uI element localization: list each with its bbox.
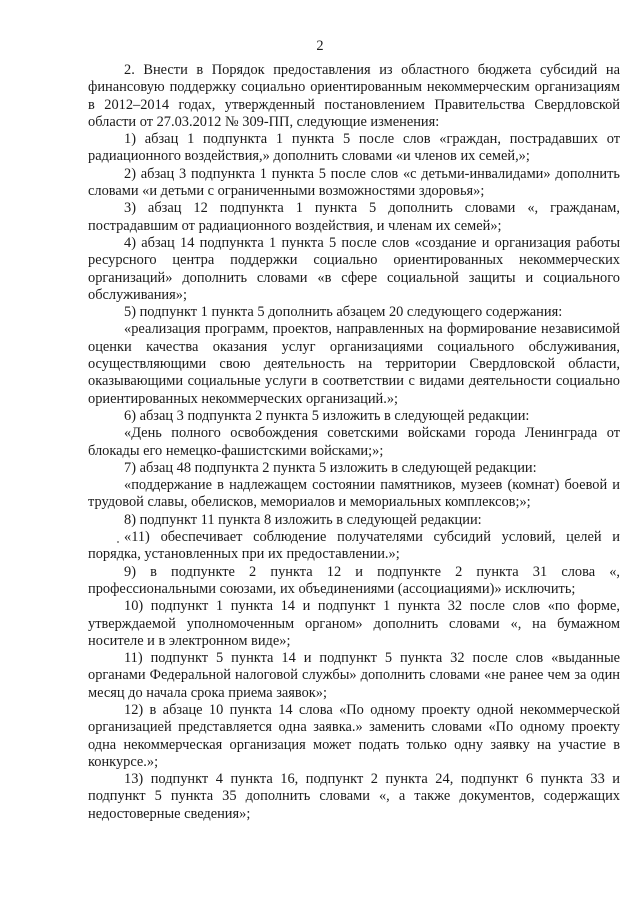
amendment-9: 9) в подпункте 2 пункта 12 и подпункте 2 пункта 31 слова «, профессиональными союзами, их объединениями (ассоциациями)» исключить;	[88, 563, 620, 597]
amendment-6-quote: «День полного освобождения советскими войсками города Ленинграда от блокады его немецко-фашистскими войсками;»;	[88, 425, 620, 459]
amendment-8-quote: «11) обеспечивает соблюдение получателями субсидий условий, целей и порядка, установленных при их предоставлении.»;	[88, 529, 620, 563]
amendment-12: 12) в абзаце 10 пункта 14 слова «По одному проекту одной некоммерческой организацией представляется одна заявка.» заменить словами «По одному проекту одна некоммерческая организация может подать только одну заявку на участие в конкурсе.»;	[88, 701, 620, 770]
amendment-11: 11) подпункт 5 пункта 14 и подпункт 5 пункта 32 после слов «выданные органами Федеральной налоговой службы» дополнить словами «не ранее чем за один месяц до начала срока приема заявок»;	[88, 650, 620, 701]
document-body	[88, 62, 620, 823]
amendment-5-quote: «реализация программ, проектов, направленных на формирование независимой оценки качества оказания услуг организациями социального обслуживания, осуществляющими свою деятельность на территории Свердловской области, оказывающими социальные услуги в соответствии с видами деятельности социально ориентированных некоммерческих организаций.»;	[88, 321, 620, 407]
amendment-6: 6) абзац 3 подпункта 2 пункта 5 изложить в следующей редакции:	[124, 407, 530, 424]
amendment-4: 4) абзац 14 подпункта 1 пункта 5 после слов «создание и организация работы ресурсного центра поддержки социально ориентированных некоммерческих организаций» дополнить словами «в сфере социальной защиты и социального обслуживания»;	[88, 234, 620, 303]
amendment-5: 5) подпункт 1 пункта 5 дополнить абзацем 20 следующего содержания:	[124, 304, 563, 321]
amendment-10: 10) подпункт 1 пункта 14 и подпункт 1 пункта 32 после слов «по форме, утверждаемой уполномоченным органом» дополнить словами «, на бумажном носителе и в электронном виде»;	[88, 598, 620, 649]
amendment-13: 13) подпункт 4 пункта 16, подпункт 2 пункта 24, подпункт 6 пункта 33 и подпункт 5 пункта 35 дополнить словами «, а также документов, содержащих недостоверные сведения»;	[88, 771, 620, 822]
paragraph-intro: 2. Внести в Порядок предоставления из областного бюджета субсидий на финансовую поддержку социально ориентированным некоммерческим организациям в 2012–2014 годах, утвержденный постановлением Правительства Свердловской области от 27.03.2012 № 309-ПП, следующие изменения:	[88, 62, 620, 130]
amendment-3: 3) абзац 12 подпункта 1 пункта 5 дополнить словами «, гражданам, пострадавшим от радиационного воздействия, и членам их семей»;	[88, 200, 620, 234]
amendment-7: 7) абзац 48 подпункта 2 пункта 5 изложить в следующей редакции:	[124, 459, 537, 476]
page-number: 2	[316, 38, 324, 54]
amendment-8: 8) подпункт 11 пункта 8 изложить в следующей редакции:	[124, 511, 482, 528]
amendment-7-quote: «поддержание в надлежащем состоянии памятников, музеев (комнат) боевой и трудовой славы, обелисков, мемориалов и мемориальных комплексов;»;	[88, 477, 620, 511]
amendment-1: 1) абзац 1 подпункта 1 пункта 5 после слов «граждан, пострадавших от радиационного воздействия,» дополнить словами «и членов их семей,»;	[88, 131, 620, 165]
amendment-2: 2) абзац 3 подпункта 1 пункта 5 после слов «с детьми-инвалидами» дополнить словами «и детьми с ограниченными возможностями здоровья»;	[88, 165, 620, 200]
